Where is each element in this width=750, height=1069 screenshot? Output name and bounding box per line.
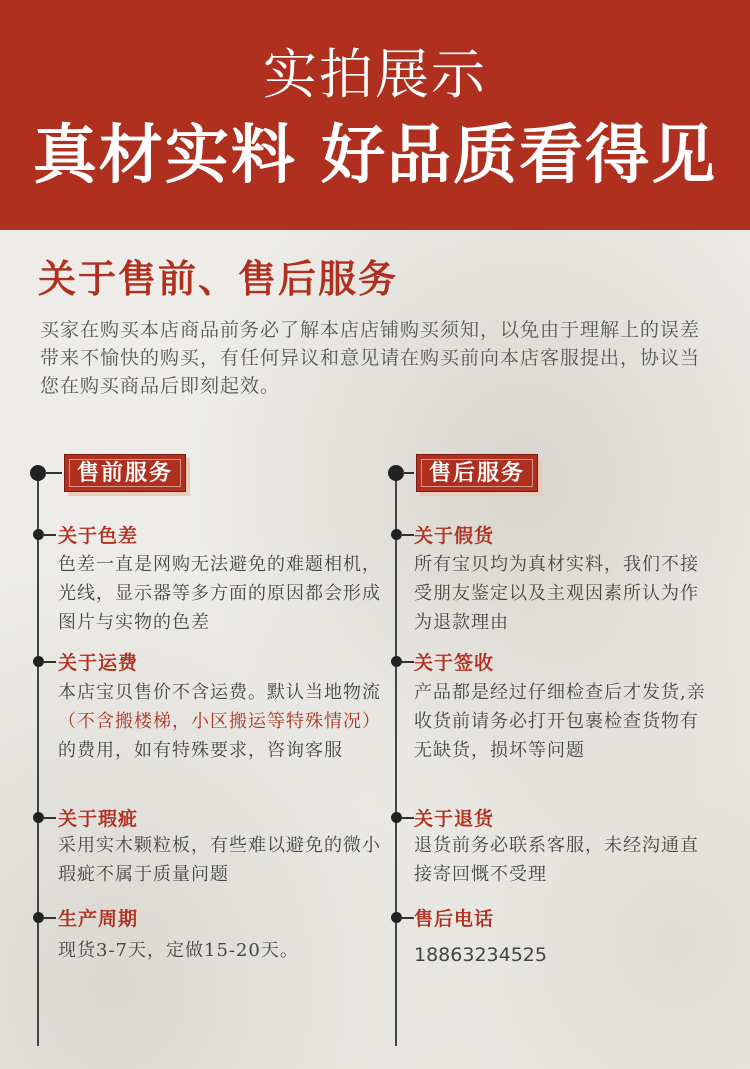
pre-sale-label: 售前服务 — [77, 460, 174, 486]
item-body-shipping — [58, 678, 384, 765]
item-body-returns: 退货前务必联系客服，未经沟通直接寄回慨不受理 — [414, 835, 699, 885]
after-sale-badge — [416, 454, 538, 492]
item-head-shipping: 关于运费 — [58, 652, 139, 674]
section-title: 关于售前、售后服务 — [38, 256, 399, 301]
timeline-stub — [42, 917, 56, 919]
pre-sale-badge — [64, 454, 186, 492]
pre-sale-timeline — [37, 472, 39, 1046]
timeline-stub — [400, 534, 414, 536]
banner-title: 实拍展示 — [263, 43, 487, 106]
shipping-text-b: 的费用，如有特殊要求，咨询客服 — [58, 740, 343, 761]
timeline-stub — [42, 661, 56, 663]
item-body-receipt: 产品都是经过仔细检查后才发货,亲收货前请务必打开包裹检查货物有无缺货，损坏等问题 — [414, 682, 706, 761]
timeline-stub — [400, 817, 414, 819]
item-body-flaws: 采用实木颗粒板，有些难以避免的微小瑕疵不属于质量问题 — [58, 835, 381, 885]
item-head-receipt: 关于签收 — [414, 652, 495, 674]
banner-subtitle: 真材实料 好品质看得见 — [32, 119, 718, 193]
item-head-flaws: 关于瑕疵 — [58, 808, 139, 830]
item-head-phone: 售后电话 — [414, 908, 495, 930]
timeline-stub — [42, 817, 56, 819]
after-sale-connector — [402, 472, 414, 474]
timeline-stub — [42, 534, 56, 536]
item-body-color: 色差一直是网购无法避免的难题相机，光线，显示器等多方面的原因都会形成图片与实物的色差 — [58, 554, 381, 633]
item-head-lead-time: 生产周期 — [58, 908, 139, 930]
item-head-returns: 关于退货 — [414, 808, 495, 830]
shipping-text-a: 本店宝贝售价不含运费。默认当地物流 — [58, 682, 381, 703]
after-sale-phone-number[interactable]: 18863234525 — [414, 944, 547, 966]
after-sale-timeline — [395, 472, 397, 1046]
timeline-stub — [400, 661, 414, 663]
after-sale-label: 售后服务 — [429, 460, 526, 486]
item-head-counterfeit: 关于假货 — [414, 525, 495, 547]
item-head-color: 关于色差 — [58, 525, 139, 547]
header-banner — [0, 0, 750, 230]
intro-paragraph: 买家在购买本店商品前务必了解本店店铺购买须知，以免由于理解上的误差带来不愉快的购买，有任何异议和意见请在购买前向本店客服提出，协议当您在购买商品后即刻起效。 — [40, 319, 701, 397]
item-body-lead-time: 现货3-7天，定做15-20天。 — [58, 940, 299, 961]
timeline-stub — [400, 917, 414, 919]
item-body-counterfeit: 所有宝贝均为真材实料，我们不接受朋友鉴定以及主观因素所认为作为退款理由 — [414, 554, 699, 633]
shipping-text-highlight: （不含搬楼梯，小区搬运等特殊情况） — [58, 711, 381, 732]
pre-sale-connector — [44, 472, 62, 474]
